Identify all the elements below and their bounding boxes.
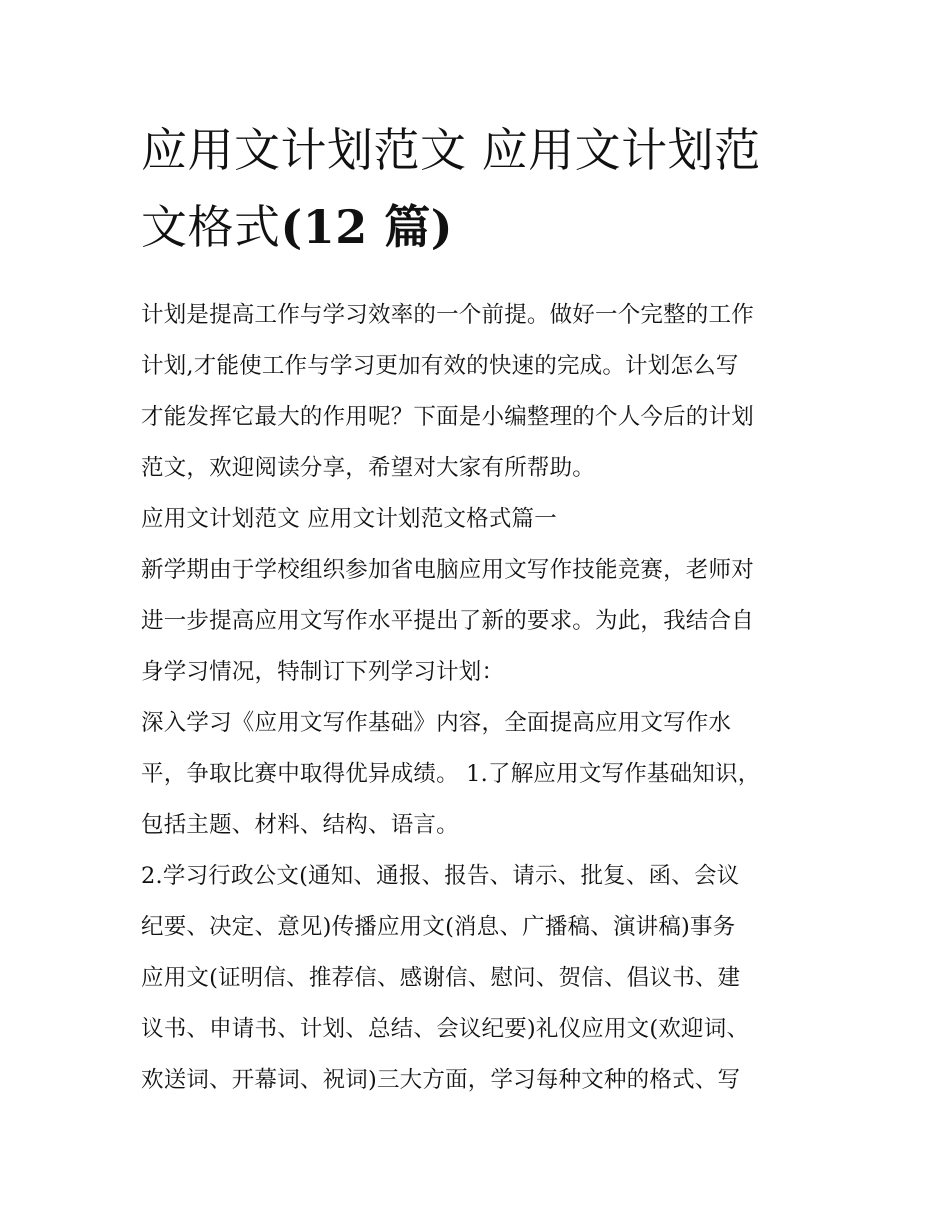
text-line: 应用文(证明信、推荐信、感谢信、慰问、贺信、倡议书、建 xyxy=(141,965,741,991)
section-heading xyxy=(141,494,813,545)
text-line: 计划是提高工作与学习效率的一个前提。做好一个完整的工作 xyxy=(141,302,754,328)
text-line: 欢送词、开幕词、祝词)三大方面，学习每种文种的格式、写 xyxy=(141,1067,741,1093)
text-line: 2.学习行政公文(通知、通报、报告、请示、批复、函、会议 xyxy=(141,863,740,889)
body-paragraph xyxy=(141,851,813,1106)
body-paragraph xyxy=(141,545,813,698)
text-line: 包括主题、材料、结构、语言。 xyxy=(141,812,459,838)
title-line-2-text: 文格式(12 篇) xyxy=(141,200,454,254)
text-line: 进一步提高应用文写作水平提出了新的要求。为此，我结合自 xyxy=(141,608,754,634)
text-line: 计划,才能使工作与学习更加有效的快速的完成。计划怎么写 xyxy=(141,353,739,379)
text-line: 应用文计划范文 应用文计划范文格式篇一 xyxy=(141,506,557,532)
text-line: 纪要、决定、意见)传播应用文(消息、广播稿、演讲稿)事务 xyxy=(141,914,736,940)
body-paragraph xyxy=(141,698,813,851)
text-line: 身学习情况，特制订下列学习计划： xyxy=(141,659,505,685)
text-line: 才能发挥它最大的作用呢？下面是小编整理的个人今后的计划 xyxy=(141,404,754,430)
text-line: 范文，欢迎阅读分享，希望对大家有所帮助。 xyxy=(141,455,596,481)
title-line-1: 应用文计划范文 应用文计划范 xyxy=(141,123,761,177)
text-line: 议书、申请书、计划、总结、会议纪要)礼仪应用文(欢迎词、 xyxy=(141,1016,750,1042)
title-count: (12 篇) xyxy=(280,200,454,254)
document-page xyxy=(141,112,813,1106)
text-line: 深入学习《应用文写作基础》内容，全面提高应用文写作水 xyxy=(141,710,732,736)
intro-paragraph xyxy=(141,290,813,494)
text-line: 平，争取比赛中取得优异成绩。 1.了解应用文写作基础知识， xyxy=(141,761,761,787)
title-line-2 xyxy=(141,189,813,266)
document-title xyxy=(141,112,813,266)
text-line: 新学期由于学校组织参加省电脑应用文写作技能竞赛，老师对 xyxy=(141,557,754,583)
